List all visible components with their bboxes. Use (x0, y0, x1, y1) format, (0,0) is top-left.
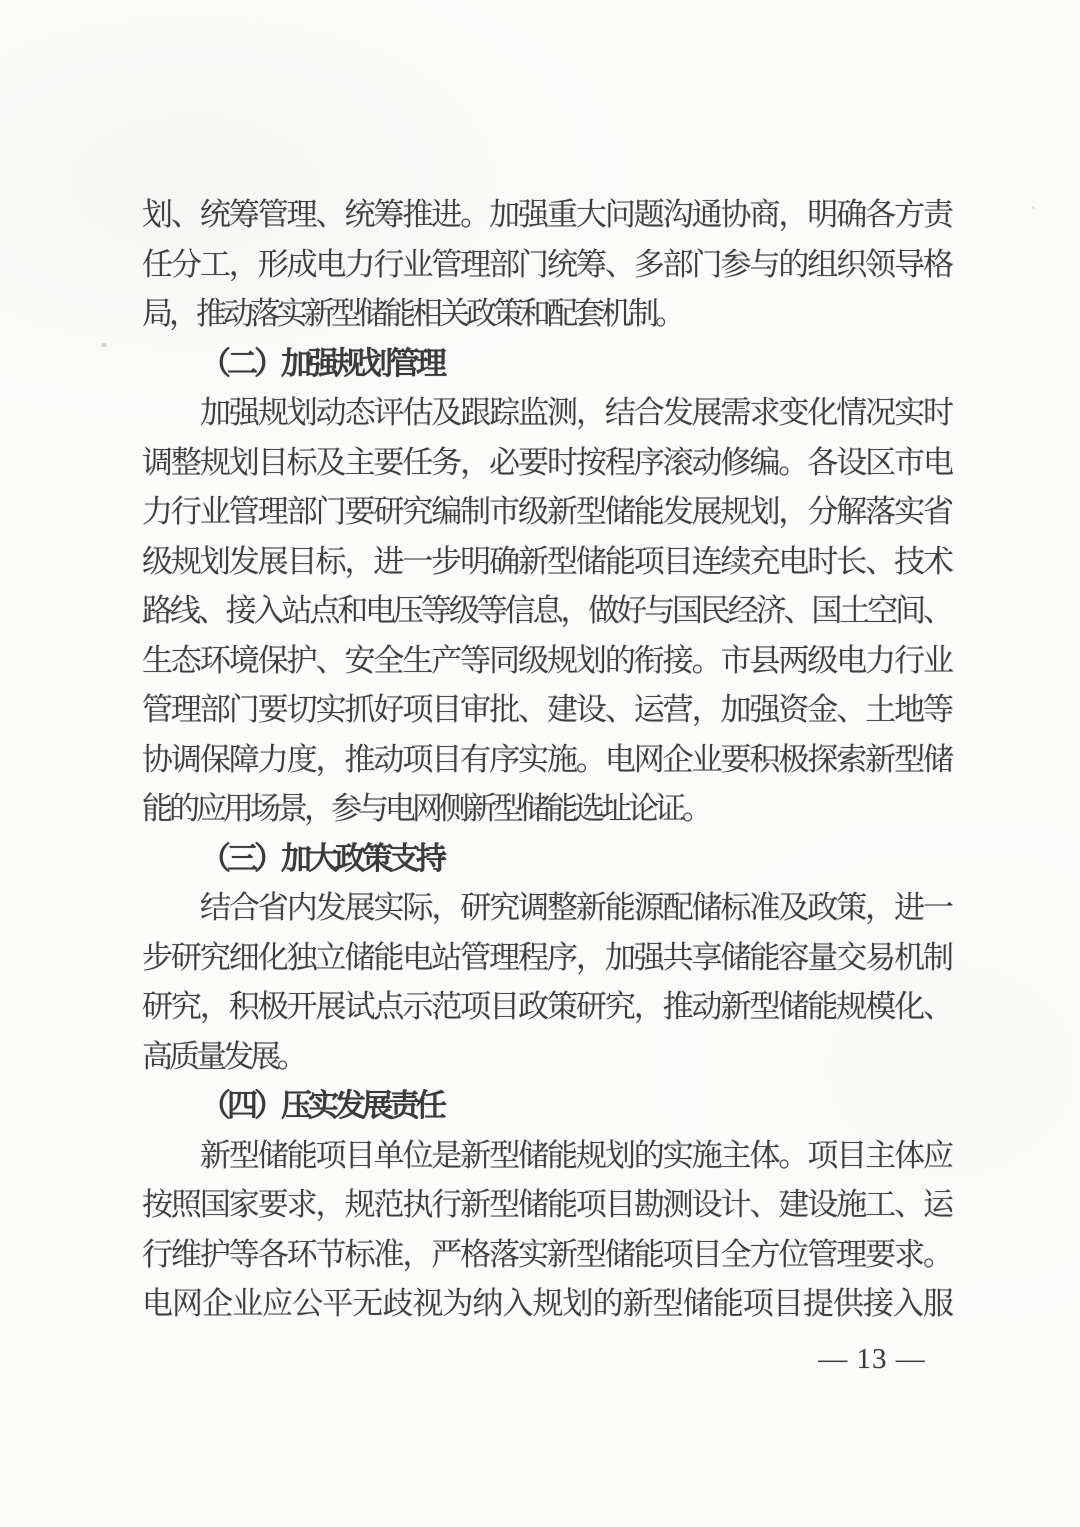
document-line: 新型储能项目单位是新型储能规划的实施主体。项目主体应 (200, 1137, 950, 1173)
scan-speck (101, 343, 107, 347)
document-body (142, 190, 950, 1329)
document-line: 生态环境保护、安全生产等同级规划的衔接。市县两级电力行业 (142, 642, 950, 678)
document-line: 加强规划动态评估及跟踪监测，结合发展需求变化情况实时 (200, 395, 950, 430)
scan-speck (1032, 206, 1035, 209)
document-line: 路线、接入站点和电压等级等信息，做好与国民经济、国土空间、 (142, 593, 950, 628)
document-line: 管理部门要切实抓好项目审批、建设、运营，加强资金、土地等 (142, 692, 950, 727)
document-line: 结合省内发展实际，研究调整新能源配储标准及政策，进一 (200, 890, 950, 925)
section-heading-2: （二）加强规划管理 (200, 345, 443, 381)
document-line: 行维护等各环节标准，严格落实新型储能项目全方位管理要求。 (142, 1236, 950, 1272)
document-line: 能的应用场景，参与电网侧新型储能选址论证。 (142, 791, 709, 826)
document-line: 电网企业应公平无歧视为纳入规划的新型储能项目提供接入服 (142, 1286, 950, 1321)
document-line: 任分工，形成电力行业管理部门统筹、多部门参与的组织领导格 (142, 246, 950, 282)
section-heading-3: （三）加大政策支持 (200, 840, 443, 876)
document-line: 级规划发展目标，进一步明确新型储能项目连续充电时长、技术 (142, 543, 950, 579)
document-line: 调整规划目标及主要任务，必要时按程序滚动修编。各设区市电 (142, 444, 950, 480)
document-line: 划、统筹管理、统筹推进。加强重大问题沟通协商，明确各方责 (142, 197, 950, 232)
page-number: — 13 — (818, 1343, 926, 1375)
document-line: 研究，积极开展试点示范项目政策研究，推动新型储能规模化、 (142, 989, 950, 1024)
document-line: 步研究细化独立储能电站管理程序，加强共享储能容量交易机制 (142, 939, 950, 975)
section-heading-4: （四）压实发展责任 (200, 1088, 443, 1123)
document-line: 协调保障力度，推动项目有序实施。电网企业要积极探索新型储 (142, 741, 950, 777)
document-line: 力行业管理部门要研究编制市级新型储能发展规划，分解落实省 (142, 494, 950, 529)
document-line: 按照国家要求，规范执行新型储能项目勘测设计、建设施工、运 (142, 1187, 950, 1222)
document-line: 局，推动落实新型储能相关政策和配套机制。 (142, 296, 682, 331)
document-line: 高质量发展。 (142, 1038, 304, 1074)
